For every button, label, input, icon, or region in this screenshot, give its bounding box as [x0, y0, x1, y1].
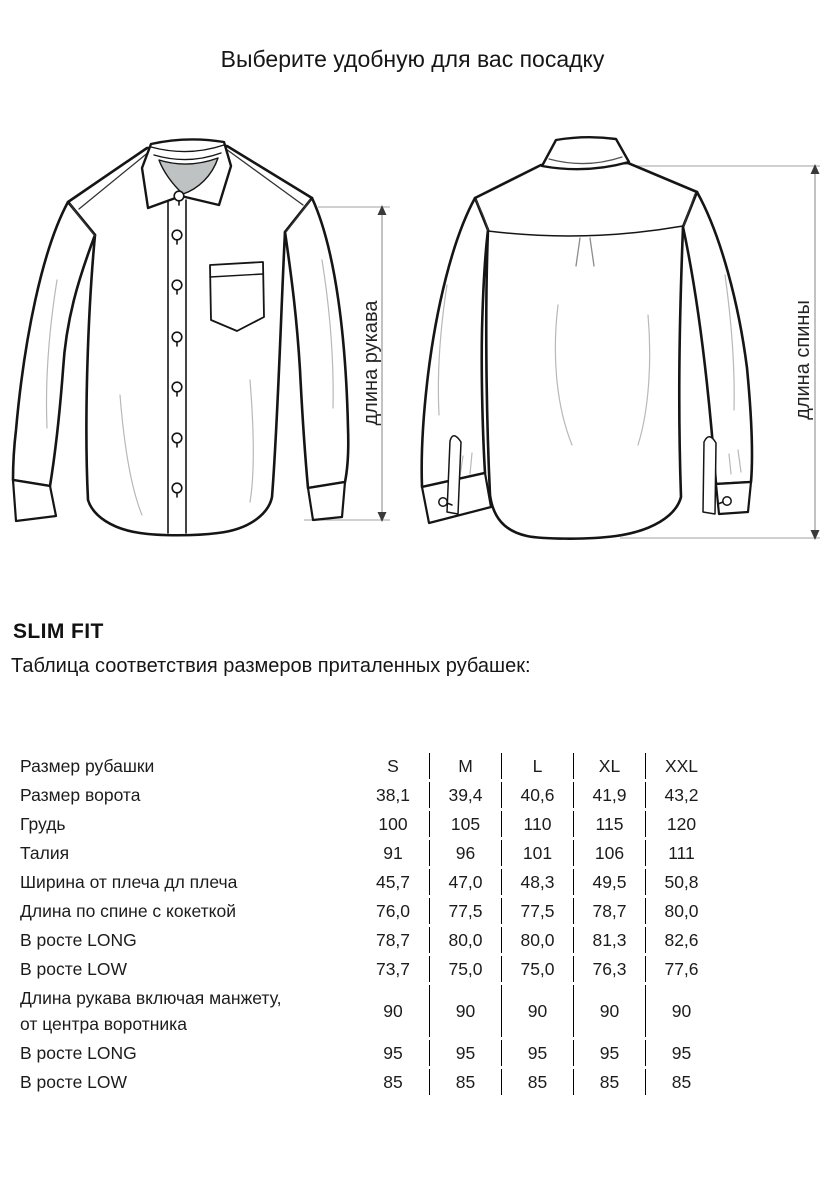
back-length-label: длина спины — [792, 300, 814, 420]
row-label: Размер ворота — [20, 785, 141, 805]
table-row — [20, 869, 717, 895]
table-cell: 115 — [573, 811, 645, 837]
table-cell: 73,7 — [375, 959, 411, 979]
shirt-front-drawing — [13, 139, 348, 535]
table-cell: 78,7 — [375, 930, 411, 950]
table-row — [20, 927, 717, 953]
table-cell: 106 — [573, 840, 645, 866]
shirt-back-drawing — [422, 137, 752, 538]
table-cell: 95 — [645, 1040, 717, 1066]
table-cell: 85 — [383, 1072, 403, 1092]
table-cell: 39,4 — [429, 782, 501, 808]
table-row — [20, 1069, 717, 1095]
size-column-header: XL — [573, 753, 645, 779]
row-label: В росте LONG — [20, 1043, 137, 1063]
table-cell: 77,5 — [429, 898, 501, 924]
size-column-header: L — [501, 753, 573, 779]
table-cell: 96 — [429, 840, 501, 866]
fit-heading: SLIM FIT — [13, 620, 104, 643]
table-cell: 90 — [573, 985, 645, 1037]
table-cell: 101 — [501, 840, 573, 866]
table-cell: 78,7 — [573, 898, 645, 924]
table-cell: 41,9 — [573, 782, 645, 808]
row-label: Длина по спине с кокеткой — [20, 901, 237, 921]
row-label-line1: Длина рукава включая манжету, — [20, 988, 282, 1008]
table-row — [20, 985, 717, 1037]
table-cell: 80,0 — [501, 927, 573, 953]
table-cell: 80,0 — [645, 898, 717, 924]
table-cell: 90 — [383, 1001, 403, 1021]
table-cell: 43,2 — [645, 782, 717, 808]
size-column-header: XXL — [645, 753, 717, 779]
table-cell: 120 — [645, 811, 717, 837]
table-cell: 105 — [429, 811, 501, 837]
row-label: Размер рубашки — [20, 756, 155, 776]
table-cell: 85 — [429, 1069, 501, 1095]
table-cell: 76,0 — [375, 901, 411, 921]
table-cell: 75,0 — [501, 956, 573, 982]
size-column-header: S — [387, 756, 399, 776]
table-cell: 95 — [573, 1040, 645, 1066]
page-title: Выберите удобную для вас посадку — [220, 46, 605, 72]
table-cell: 47,0 — [429, 869, 501, 895]
table-row — [20, 811, 717, 837]
table-cell: 81,3 — [573, 927, 645, 953]
table-cell: 77,5 — [501, 898, 573, 924]
table-cell: 75,0 — [429, 956, 501, 982]
row-label: В росте LONG — [20, 930, 137, 950]
table-cell: 85 — [573, 1069, 645, 1095]
row-label: Талия — [20, 843, 70, 863]
row-label-line2: от центра воротника — [20, 1014, 187, 1034]
table-cell: 95 — [383, 1043, 403, 1063]
table-cell: 80,0 — [429, 927, 501, 953]
table-cell: 95 — [429, 1040, 501, 1066]
table-row — [20, 1040, 717, 1066]
table-cell: 76,3 — [573, 956, 645, 982]
row-label: В росте LOW — [20, 1072, 128, 1092]
table-cell: 49,5 — [573, 869, 645, 895]
table-cell: 91 — [383, 843, 403, 863]
table-cell: 110 — [501, 811, 573, 837]
table-cell: 77,6 — [645, 956, 717, 982]
table-cell: 90 — [501, 985, 573, 1037]
table-subtitle: Таблица соответствия размеров приталенных рубашек: — [11, 655, 531, 677]
sleeve-length-label: длина рукава — [360, 300, 382, 426]
table-cell: 48,3 — [501, 869, 573, 895]
size-column-header: M — [429, 753, 501, 779]
table-cell: 38,1 — [375, 785, 411, 805]
table-row — [20, 782, 717, 808]
table-cell: 85 — [645, 1069, 717, 1095]
table-cell: 90 — [429, 985, 501, 1037]
row-label: В росте LOW — [20, 959, 128, 979]
table-row — [20, 840, 717, 866]
table-cell: 50,8 — [645, 869, 717, 895]
table-row — [20, 898, 717, 924]
size-chart-table — [20, 750, 717, 1098]
shirt-figure — [0, 110, 825, 580]
table-row — [20, 956, 717, 982]
table-cell: 85 — [501, 1069, 573, 1095]
table-cell: 95 — [501, 1040, 573, 1066]
row-label: Ширина от плеча дл плеча — [20, 872, 238, 892]
row-label — [20, 985, 357, 1037]
table-cell: 100 — [378, 814, 408, 834]
table-cell: 45,7 — [375, 872, 411, 892]
table-cell: 40,6 — [501, 782, 573, 808]
table-cell: 90 — [645, 985, 717, 1037]
table-cell: 111 — [645, 840, 717, 866]
table-cell: 82,6 — [645, 927, 717, 953]
table-header-row — [20, 753, 717, 779]
row-label: Грудь — [20, 814, 66, 834]
